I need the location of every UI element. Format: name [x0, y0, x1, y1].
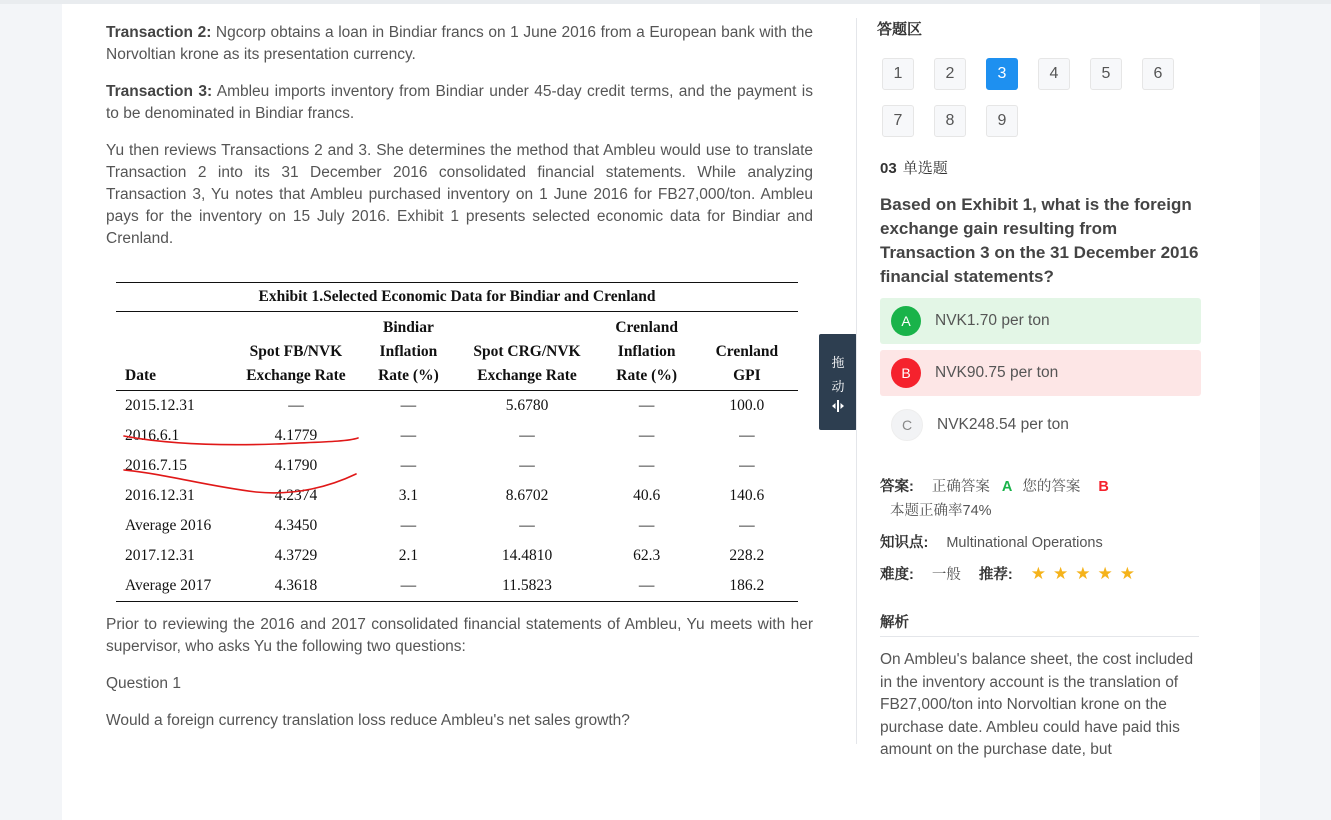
transaction-2-text: Ngcorp obtains a loan in Bindiar francs on 1 June 2016 from a European bank with the Norvoltian krone as its presentation currency. [106, 24, 813, 63]
option-text: NVK248.54 per ton [937, 416, 1069, 433]
option-c[interactable] [880, 402, 1201, 448]
question-number-button[interactable]: 8 [934, 105, 966, 137]
analysis-title: 解析 [880, 615, 909, 631]
question-number: 03 [880, 160, 897, 177]
question-number-button[interactable]: 7 [882, 105, 914, 137]
cell-spot-fb: 4.3729 [274, 547, 318, 564]
cell-bindiar-inflation: 2.1 [398, 547, 419, 564]
answer-area-title: 答题区 [877, 21, 923, 38]
pane-divider [856, 18, 857, 744]
cell-crenland-inflation: — [638, 427, 655, 444]
question-1-text: Would a foreign currency translation loss reduce Ambleu's net sales growth? [106, 712, 630, 729]
cell-bindiar-inflation: — [360, 571, 456, 602]
question-1-label: Question 1 [106, 675, 181, 692]
cell-spot-fb: 4.1779 [274, 427, 318, 444]
cell-spot-fb: 4.2374 [274, 487, 318, 504]
header-spot-crg: Spot CRG/NVK Exchange Rate [456, 312, 597, 391]
cell-spot-crg: — [519, 517, 535, 534]
transaction-3-label: Transaction 3: [106, 83, 213, 100]
cell-date: Average 2016 [125, 517, 212, 534]
cell-spot-fb: 4.3450 [274, 517, 318, 534]
question-type-label: 单选题 [902, 160, 948, 177]
cell-gpi: 140.6 [729, 487, 765, 504]
your-answer-value: B [1098, 479, 1109, 495]
difficulty-value: 一般 [931, 567, 961, 583]
table-row [116, 571, 798, 602]
cell-spot-crg: 8.6702 [505, 487, 549, 504]
transaction-2-paragraph [106, 22, 813, 66]
answer-label: 答案: [880, 479, 914, 495]
cell-spot-crg: 14.4810 [501, 547, 553, 564]
question-number-button[interactable]: 6 [1142, 58, 1174, 90]
drag-handle[interactable] [819, 334, 857, 430]
recommend-label: 推荐: [978, 567, 1013, 583]
knowledge-label: 知识点: [880, 535, 929, 551]
cell-gpi: 100.0 [729, 397, 765, 414]
correct-answer-label: 正确答案 [931, 479, 990, 495]
table-row [116, 391, 798, 422]
table-row [116, 481, 798, 511]
cell-bindiar-inflation: — [400, 427, 417, 444]
table-row [116, 451, 798, 481]
cell-bindiar-inflation: — [400, 517, 417, 534]
drag-handle-icon [831, 399, 845, 413]
cell-date: 2016.12.31 [125, 487, 195, 504]
cell-gpi: — [739, 457, 755, 474]
option-text: NVK1.70 per ton [935, 312, 1050, 329]
header-crenland-gpi: Crenland GPI [696, 312, 798, 391]
knowledge-point [880, 531, 1103, 552]
cell-date: 2016.7.15 [125, 457, 187, 474]
table-row [116, 541, 798, 571]
question-number-button[interactable]: 1 [882, 58, 914, 90]
exhibit-table [116, 282, 798, 602]
exhibit-1 [106, 274, 813, 614]
difficulty-label: 难度: [880, 567, 914, 583]
accuracy-rate: 本题正确率74% [890, 503, 992, 519]
answer-result [880, 475, 1109, 496]
drag-label-1: 拖 [831, 355, 845, 370]
option-letter-badge: A [891, 306, 921, 336]
header-spot-fb: Spot FB/NVK Exchange Rate [232, 312, 361, 391]
star-icon: ★ [1075, 564, 1091, 583]
difficulty-row [880, 563, 1142, 584]
transaction-2-label: Transaction 2: [106, 24, 212, 41]
transaction-3-text: Ambleu imports inventory from Bindiar under 45-day credit terms, and the payment is to be denominated in Bindiar francs. [106, 83, 814, 122]
cell-gpi: — [739, 427, 755, 444]
star-icon: ★ [1119, 564, 1135, 583]
analysis-text: On Ambleu's balance sheet, the cost included in the inventory account is the translation of FB27,000/ton into Norvoltian krone on the purchase date. Ambleu could have paid this amount on the purchase date, but [880, 651, 1194, 758]
star-icon: ★ [1052, 564, 1069, 583]
question-type [880, 157, 948, 178]
table-row [116, 511, 798, 541]
cell-crenland-inflation: — [598, 571, 696, 602]
passage-pane[interactable] [106, 22, 813, 750]
cell-crenland-inflation: 62.3 [633, 547, 661, 564]
cell-date: Average 2017 [116, 571, 232, 602]
review-paragraph: Yu then reviews Transactions 2 and 3. She determines the method that Ambleu would use to translate Transaction 2 into its 31 December 2016 consolidated financial statements. While analyzing Transaction 3, Yu notes that Ambleu purchased inventory on 1 June 2016 for FB27,000/ton. Ambleu pays for the inventory on 15 July 2016. Exhibit 1 presents selected economic data for Bindiar and Crenland. [106, 142, 813, 247]
correct-answer-value: A [1001, 479, 1013, 495]
table-row [116, 421, 798, 451]
header-bindiar-inflation: Bindiar Inflation Rate (%) [360, 312, 456, 391]
cell-spot-fb: 4.1790 [274, 457, 318, 474]
option-text: NVK90.75 per ton [935, 364, 1059, 381]
cell-spot-crg: 5.6780 [505, 397, 549, 414]
question-number-button-active[interactable]: 3 [986, 58, 1018, 90]
star-icon: ★ [1097, 564, 1113, 583]
your-answer-label: 您的答案 [1022, 479, 1081, 495]
cell-bindiar-inflation: — [400, 397, 417, 414]
option-b[interactable] [880, 350, 1201, 396]
cell-crenland-inflation: 40.6 [633, 487, 661, 504]
cell-spot-fb: 4.3618 [232, 571, 361, 602]
cell-crenland-inflation: — [638, 457, 655, 474]
knowledge-value: Multinational Operations [946, 535, 1103, 551]
star-icon: ★ [1030, 564, 1046, 583]
option-letter-badge: C [891, 409, 923, 441]
cell-date: 2015.12.31 [125, 397, 195, 414]
question-stem: Based on Exhibit 1, what is the foreign exchange gain resulting from Transaction 3 on the 31 December 2016 financial statements? [880, 195, 1199, 286]
prior-paragraph: Prior to reviewing the 2016 and 2017 consolidated financial statements of Ambleu, Yu meets with her supervisor, who asks Yu the following two questions: [106, 616, 813, 655]
cell-spot-fb: — [288, 397, 304, 414]
answer-pane [877, 18, 1201, 758]
cell-gpi: 228.2 [729, 547, 765, 564]
drag-label-2: 动 [831, 379, 845, 394]
transaction-3-paragraph [106, 81, 813, 125]
cell-gpi: — [739, 517, 755, 534]
question-number-button[interactable]: 4 [1038, 58, 1070, 90]
cell-date: 2016.6.1 [125, 427, 180, 444]
question-number-button[interactable]: 2 [934, 58, 966, 90]
cell-bindiar-inflation: 3.1 [398, 487, 419, 504]
cell-date: 2017.12.31 [125, 547, 195, 564]
cell-crenland-inflation: — [638, 517, 655, 534]
exhibit-title: Exhibit 1.Selected Economic Data for Bindiar and Crenland [116, 283, 798, 312]
header-crenland-inflation: Crenland Inflation Rate (%) [598, 312, 696, 391]
cell-bindiar-inflation: — [400, 457, 417, 474]
option-a[interactable] [880, 298, 1201, 344]
cell-crenland-inflation: — [638, 397, 655, 414]
question-number-button[interactable]: 9 [986, 105, 1018, 137]
option-letter-badge: B [891, 358, 921, 388]
cell-gpi: 186.2 [696, 571, 798, 602]
cell-spot-crg: 11.5823 [456, 571, 597, 602]
exhibit-header-row [116, 312, 798, 391]
cell-spot-crg: — [519, 457, 535, 474]
analysis-divider [880, 636, 1199, 637]
cell-spot-crg: — [519, 427, 535, 444]
header-date: Date [116, 312, 232, 391]
question-number-button[interactable]: 5 [1090, 58, 1122, 90]
